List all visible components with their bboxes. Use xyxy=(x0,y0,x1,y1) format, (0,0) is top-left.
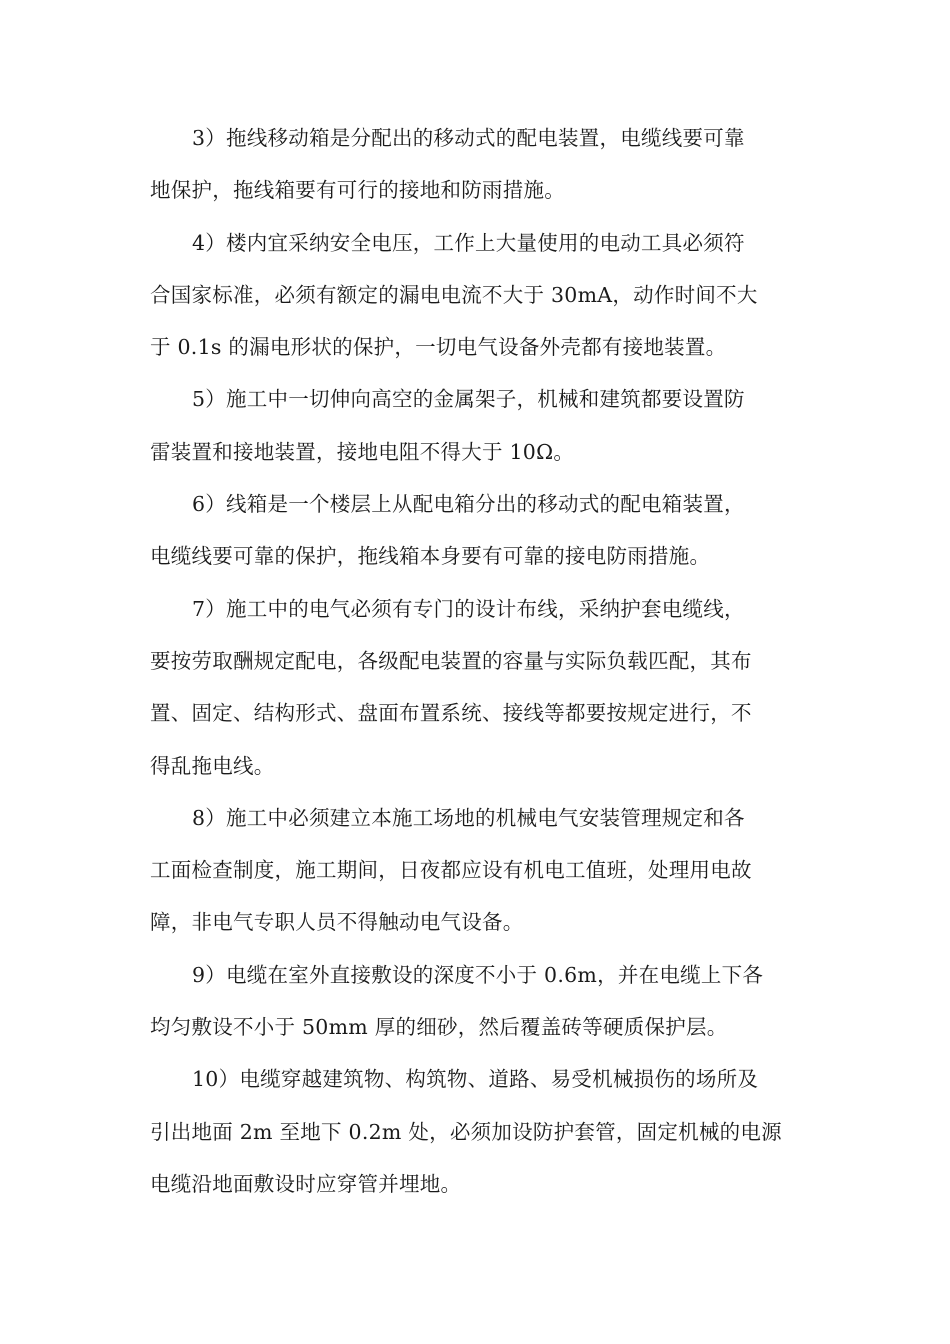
paragraph-item-10: 10）电缆穿越建筑物、构筑物、道路、易受机械损伤的场所及 引出地面 2m 至地下 0.2m 处，必须加设防护套管，固定机械的电源 电缆沿地面敷设时应穿管并埋地。 xyxy=(150,1067,782,1196)
paragraph-item-3: 3）拖线移动箱是分配出的移动式的配电装置，电缆线要可靠 地保护，拖线箱要有可行的接地和防雨措施。 xyxy=(150,126,745,203)
paragraph-item-8: 8）施工中必须建立本施工场地的机械电气安装管理规定和各 工面检查制度，施工期间，日夜都应设有机电工值班，处理用电故 障，非电气专职人员不得触动电气设备。 xyxy=(150,805,752,935)
paragraph-item-6: 6）线箱是一个楼层上从配电箱分出的移动式的配电箱装置， 电缆线要可靠的保护，拖线箱本身要有可靠的接电防雨措施。 xyxy=(150,492,745,569)
paragraph-item-5: 5）施工中一切伸向高空的金属架子，机械和建筑都要设置防 雷装置和接地装置，接地电阻不得大于 10Ω。 xyxy=(150,387,745,464)
document-body xyxy=(150,112,802,1210)
paragraph-item-9: 9）电缆在室外直接敷设的深度不小于 0.6m，并在电缆上下各 均匀敷设不小于 50mm 厚的细砂，然后覆盖砖等硬质保护层。 xyxy=(150,962,764,1040)
paragraph-item-4: 4）楼内宜采纳安全电压，工作上大量使用的电动工具必须符 合国家标准，必须有额定的漏电电流不大于 30mA，动作时间不大 于 0.1s 的漏电形状的保护，一切电气设备外壳都有接地装置。 xyxy=(150,230,758,360)
paragraph-item-7: 7）施工中的电气必须有专门的设计布线，采纳护套电缆线， 要按劳取酬规定配电，各级配电装置的容量与实际负载匹配，其布 置、固定、结构形式、盘面布置系统、接线等都要按规定进行，不 得乱拖电线。 xyxy=(150,596,752,778)
